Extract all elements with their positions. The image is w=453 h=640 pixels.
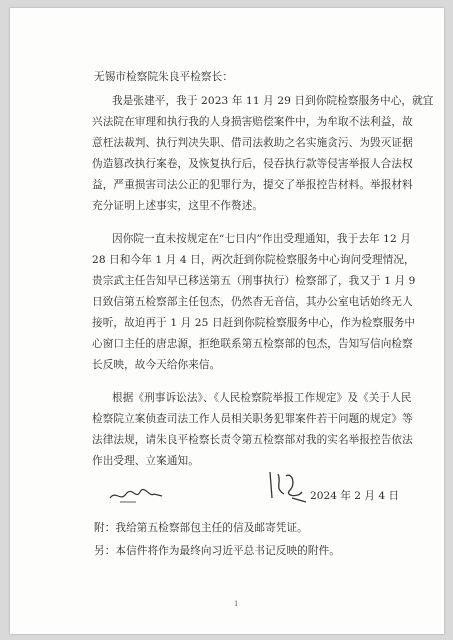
attachment-note: 附：我给第五检察部包主任的信及邮寄凭证。 — [94, 522, 308, 534]
paragraph-2-line-4: 日致信第五检察部主任包杰，仍然杳无音信，其办公室电话始终无人 — [92, 296, 413, 308]
paragraph-2-line-1: 因你院一直未按规定在“七日内”作出受理通知，我于去年 12 月 — [112, 233, 411, 245]
letter-page — [10, 8, 444, 634]
paragraph-2-line-6: 心窗口主任的唐忠源，拒绝联系第五检察部的包杰，告知写信向检察 — [92, 338, 413, 350]
paragraph-2-line-7: 长反映，故今天给你来信。 — [92, 359, 221, 371]
paragraph-1-line-4: 伪造篡改执行案卷，及恢复执行后，侵吞执行款等侵害举报人合法权 — [92, 158, 413, 170]
page-number: 1 — [234, 600, 239, 608]
paragraph-1-line-3: 意枉法裁判、执行判决失职、借司法救助之名实施贪污、为毁灭证据 — [92, 137, 413, 149]
paragraph-3-line-1: 根据《刑事诉讼法》、《人民检察院举报工作规定》及《关于人民 — [112, 392, 412, 404]
letter-date: 2024 年 2 月 4 日 — [310, 490, 400, 502]
handwritten-signature-right — [262, 468, 312, 508]
paragraph-3-line-3: 法律法规，请朱良平检察长责令第五检察部对我的实名举报控告依法 — [92, 434, 413, 446]
paragraph-1-line-1: 我是张建平，我于 2023 年 11 月 29 日到你院检察服务中心，就宜 — [112, 95, 434, 107]
handwritten-signature-left — [106, 484, 166, 506]
paragraph-3-line-4: 作出受理、立案通知。 — [92, 455, 199, 467]
paragraph-3-line-2: 检察院立案侦查司法工作人员相关职务犯罪案件若干问题的规定》等 — [92, 413, 413, 425]
paragraph-2-line-2: 28 日和今年 1 月 4 日，两次赶到你院检察服务中心询问受理情况， — [92, 254, 415, 266]
paragraph-2-line-5: 接听，故迫再于 1 月 25 日赶到你院检察服务中心，作为检察服务中 — [92, 317, 416, 329]
paragraph-2-line-3: 贵宗武主任告知早已移送第五（刑事执行）检察部了，我又于 1 月 9 — [92, 275, 416, 287]
paragraph-1-line-2: 兴法院在审理和执行我的人身损害赔偿案件中，为牟取不法利益，故 — [92, 116, 413, 128]
additional-note: 另：本信件将作为最终向习近平总书记反映的附件。 — [94, 545, 340, 557]
paragraph-1-line-6: 充分证明上述事实，这里不作赘述。 — [92, 200, 264, 212]
salutation: 无锡市检察院朱良平检察长： — [94, 71, 234, 83]
paragraph-1-line-5: 益，严重损害司法公正的犯罪行为，提交了举报控告材料。举报材料 — [92, 179, 413, 191]
